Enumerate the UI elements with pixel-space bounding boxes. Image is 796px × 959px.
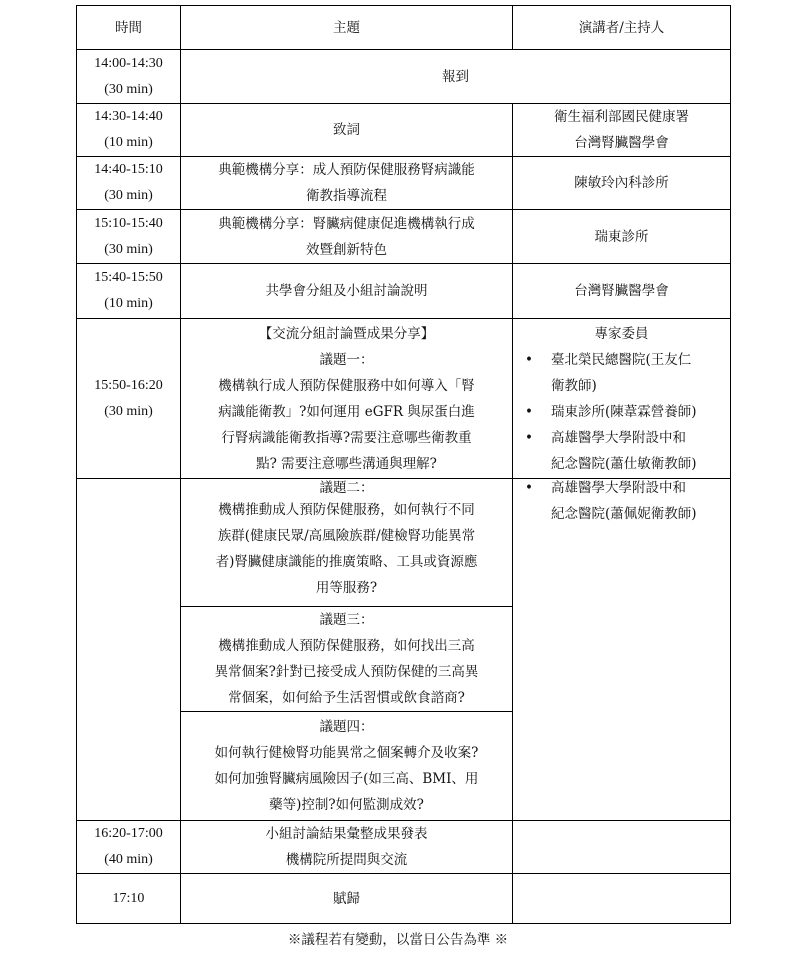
time-duration: (30 min)	[104, 81, 153, 97]
list-item	[513, 425, 730, 477]
topic-cell	[181, 210, 513, 264]
speaker-list	[513, 479, 730, 527]
speaker-line: 衛教師)	[551, 377, 597, 394]
topic-line: 點? 需要注意哪些溝通與理解?	[256, 455, 437, 472]
topic-cell	[181, 157, 513, 210]
time-cell	[77, 210, 181, 264]
topic-line: 【交流分組討論暨成果分享】	[258, 325, 435, 342]
topic-cell: 致詞	[181, 104, 513, 157]
table-row	[77, 50, 731, 104]
table-row	[77, 104, 731, 157]
time-duration: (10 min)	[104, 296, 153, 311]
table-row	[77, 210, 731, 264]
table-row	[77, 157, 731, 210]
speaker-list	[513, 347, 730, 477]
topic-cell: 報到	[181, 50, 731, 104]
time-range: 15:10-15:40	[94, 215, 163, 231]
table-header-row	[77, 6, 731, 50]
topic-line: 用等服務?	[315, 580, 378, 596]
table-row	[77, 874, 731, 924]
speaker-cell	[513, 821, 731, 874]
topic-cell	[181, 319, 513, 479]
topic-cell: 賦歸	[181, 874, 513, 924]
speaker-line: 紀念醫院(蕭佩妮衛教師)	[551, 506, 697, 522]
bullet-icon: •	[525, 429, 533, 446]
topic-line: 異常個案?針對已接受成人預防保健的三高異	[214, 664, 479, 680]
header-speaker: 演講者/主持人	[513, 6, 731, 50]
time-cell	[77, 319, 181, 479]
speaker-title: 專家委員	[594, 325, 649, 342]
topic-line: 如何執行健檢腎功能異常之個案轉介及收案?	[214, 745, 479, 761]
time-cell	[77, 821, 181, 874]
speaker-cell: 台灣腎臟醫學會	[513, 264, 731, 319]
speaker-cell	[513, 874, 731, 924]
header-topic: 主題	[181, 6, 513, 50]
speaker-line: 高雄醫學大學附設中和	[551, 429, 686, 446]
bullet-icon: •	[525, 403, 533, 420]
speaker-line: 衛生福利部國民健康署	[554, 109, 689, 125]
list-item	[513, 501, 730, 527]
time-duration: (30 min)	[104, 188, 153, 203]
table-row	[77, 479, 731, 607]
agenda-table	[76, 5, 731, 924]
topic-line: 行腎病識能衛教指導?需要注意哪些衛教重	[221, 429, 472, 446]
speaker-cell	[513, 479, 731, 821]
time-duration: (30 min)	[104, 403, 153, 419]
speaker-line: 瑞東診所(陳葦霖營養師)	[551, 403, 697, 420]
time-cell	[77, 50, 181, 104]
topic-line: 常個案，如何給予生活習慣或飲食諮商?	[228, 690, 465, 706]
time-duration: (40 min)	[104, 852, 153, 867]
topic-line: 族群(健康民眾/高風險族群/健檢腎功能異常	[217, 528, 476, 544]
list-item	[513, 399, 730, 425]
speaker-cell	[513, 319, 731, 479]
topic-cell	[181, 607, 513, 712]
topic-line: 病識能衛教」?如何運用 eGFR 與尿蛋白進	[218, 403, 475, 420]
topic-line: 典範機構分享：成人預防保健服務腎病識能	[218, 162, 475, 178]
topic-line: 小組討論結果彙整成果發表	[265, 826, 428, 842]
bullet-icon: •	[525, 351, 533, 368]
speaker-cell	[513, 104, 731, 157]
time-cell	[77, 479, 181, 821]
topic-line: 機構執行成人預防保健服務中如何導入「腎	[218, 377, 475, 394]
speaker-line: 高雄醫學大學附設中和	[551, 480, 686, 496]
time-range: 15:50-16:20	[94, 377, 163, 393]
topic-cell: 共學會分組及小組討論說明	[181, 264, 513, 319]
table-row	[77, 821, 731, 874]
time-duration: (30 min)	[104, 241, 153, 257]
speaker-line: 台灣腎臟醫學會	[574, 135, 669, 151]
topic-line: 典範機構分享：腎臟病健康促進機構執行成	[218, 215, 475, 232]
time-cell: 17:10	[77, 874, 181, 924]
list-item	[513, 479, 730, 497]
topic-cell	[181, 821, 513, 874]
speaker-cell: 陳敏玲內科診所	[513, 157, 731, 210]
table-row	[77, 319, 731, 479]
time-range: 14:00-14:30	[94, 55, 163, 71]
list-item	[513, 347, 730, 399]
topic-line: 藥等)控制?如何監測成效?	[269, 797, 424, 813]
time-range: 15:40-15:50	[94, 270, 163, 285]
topic-line: 機構院所提問與交流	[285, 852, 408, 868]
speaker-cell: 瑞東診所	[513, 210, 731, 264]
time-cell	[77, 264, 181, 319]
time-range: 16:20-17:00	[94, 826, 163, 841]
time-duration: (10 min)	[104, 135, 153, 150]
topic-line: 議題二：	[319, 480, 374, 496]
topic-line: 者)腎臟健康識能的推廣策略、工具或資源應	[215, 554, 478, 570]
header-time: 時間	[77, 6, 181, 50]
speaker-line: 紀念醫院(蕭仕敏衛教師)	[551, 455, 697, 472]
bullet-icon: •	[525, 480, 533, 496]
time-range: 14:40-15:10	[94, 162, 163, 177]
speaker-line: 臺北榮民總醫院(王友仁	[551, 351, 692, 368]
time-range: 14:30-14:40	[94, 109, 163, 124]
footer-note: ※議程若有變動，以當日公告為準 ※	[287, 932, 509, 948]
topic-line: 如何加強腎臟病風險因子(如三高、BMI、用	[214, 771, 479, 787]
topic-cell	[181, 712, 513, 821]
topic-line: 機構推動成人預防保健服務，如何找出三高	[218, 638, 475, 654]
topic-line: 議題四：	[319, 719, 374, 735]
topic-line: 議題三：	[319, 612, 374, 628]
table-row	[77, 264, 731, 319]
topic-line: 議題一：	[319, 351, 374, 368]
time-cell	[77, 104, 181, 157]
topic-cell	[181, 479, 513, 607]
topic-line: 機構推動成人預防保健服務，如何執行不同	[218, 502, 475, 518]
topic-line: 效暨創新特色	[306, 241, 387, 258]
topic-line: 衛教指導流程	[306, 188, 387, 204]
time-cell	[77, 157, 181, 210]
